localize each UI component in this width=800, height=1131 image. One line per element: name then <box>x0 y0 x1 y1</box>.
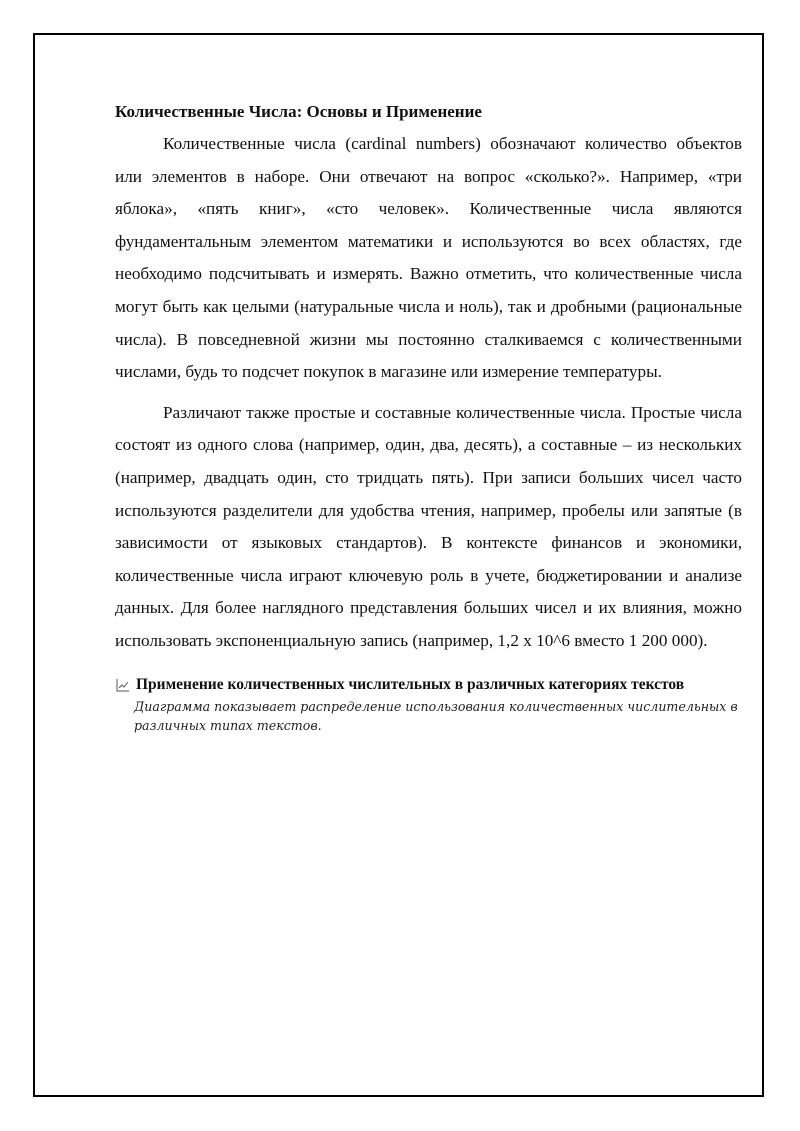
document-body <box>115 97 742 735</box>
line-chart-icon <box>116 677 130 691</box>
paragraph-2: Различают также простые и составные количественные числа. Простые числа состоят из одного слова (например, один, два, десять), а составные – из нескольких (например, двадцать один, сто тридцать пять). При записи больших чисел часто используются разделители для удобства чтения, например, пробелы или запятые (в зависимости от языковых стандартов). В контексте финансов и экономики, количественные числа играют ключевую роль в учете, бюджетировании и анализе данных. Для более наглядного представления больших чисел и их влияния, можно использовать экспоненциальную запись (например, 1,2 x 10^6 вместо 1 200 000). <box>115 402 742 650</box>
chart-placeholder <box>115 674 742 735</box>
document-title: Количественные Числа: Основы и Применение <box>115 102 482 121</box>
chart-title: Применение количественных числительных в различных категориях текстов <box>136 675 685 693</box>
chart-heading <box>115 674 742 696</box>
paragraph-1: Количественные числа (cardinal numbers) обозначают количество объектов или элементов в наборе. Они отвечают на вопрос «сколько?». Например, «три яблока», «пять книг», «сто человек». Количественные числа являются фундаментальным элементом математики и используются во всех областях, где необходимо подсчитывать и измерять. Важно отметить, что количественные числа могут быть как целыми (натуральные числа и ноль), так и дробными (рациональные числа). В повседневной жизни мы постоянно сталкиваемся с количественными числами, будь то подсчет покупок в магазине или измерение температуры. <box>115 134 742 382</box>
chart-caption: Диаграмма показывает распределение использования количественных числительных в различных типах текстов. <box>134 698 738 733</box>
